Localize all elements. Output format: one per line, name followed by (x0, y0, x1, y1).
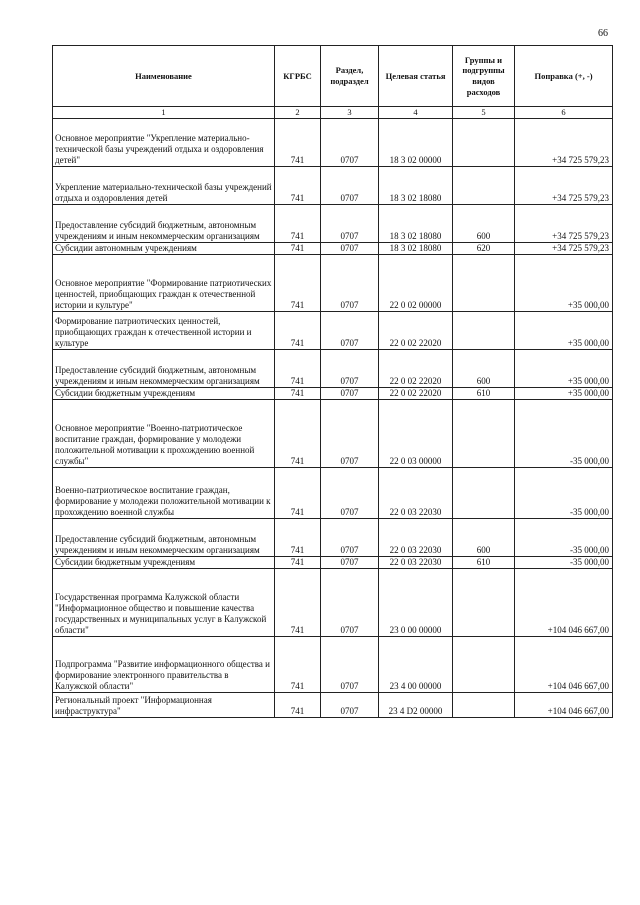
table-row (53, 312, 613, 350)
row-name: Основное мероприятие "Военно-патриотическое воспитание граждан, формирование у молодежи положительной мотивации к прохождению военной службы" (53, 400, 275, 468)
table-row (53, 205, 613, 243)
row-kgrbs: 741 (275, 519, 321, 557)
column-number: 1 (53, 107, 275, 119)
row-name: Государственная программа Калужской области "Информационное общество и повышение качества государственных и муниципальных услуг в Калужской области" (53, 569, 275, 637)
row-group (453, 119, 515, 167)
header-target: Целевая статья (379, 46, 453, 107)
row-section: 0707 (321, 569, 379, 637)
row-kgrbs: 741 (275, 350, 321, 388)
row-kgrbs: 741 (275, 637, 321, 693)
column-number: 2 (275, 107, 321, 119)
row-target: 18 3 02 18080 (379, 205, 453, 243)
table-row (53, 519, 613, 557)
table-row (53, 388, 613, 400)
row-name: Формирование патриотических ценностей, приобщающих граждан к отечественной истории и культуре (53, 312, 275, 350)
table-row (53, 350, 613, 388)
row-group (453, 637, 515, 693)
row-amount: -35 000,00 (515, 400, 613, 468)
row-name: Предоставление субсидий бюджетным, автономным учреждениям и иным некоммерческим организациям (53, 205, 275, 243)
row-group (453, 569, 515, 637)
table-row (53, 693, 613, 718)
row-group (453, 468, 515, 519)
row-kgrbs: 741 (275, 205, 321, 243)
row-amount: +34 725 579,23 (515, 243, 613, 255)
row-amount: +104 046 667,00 (515, 569, 613, 637)
row-amount: -35 000,00 (515, 519, 613, 557)
row-kgrbs: 741 (275, 569, 321, 637)
row-amount: +35 000,00 (515, 350, 613, 388)
row-kgrbs: 741 (275, 119, 321, 167)
row-target: 22 0 02 22020 (379, 388, 453, 400)
row-name: Предоставление субсидий бюджетным, автономным учреждениям и иным некоммерческим организациям (53, 350, 275, 388)
row-group: 620 (453, 243, 515, 255)
table-row (53, 243, 613, 255)
row-section: 0707 (321, 400, 379, 468)
row-target: 22 0 02 22020 (379, 350, 453, 388)
row-target: 23 4 00 00000 (379, 637, 453, 693)
row-kgrbs: 741 (275, 167, 321, 205)
row-name: Субсидии бюджетным учреждениям (53, 557, 275, 569)
row-section: 0707 (321, 468, 379, 519)
row-group (453, 693, 515, 718)
row-kgrbs: 741 (275, 388, 321, 400)
row-target: 22 0 03 22030 (379, 557, 453, 569)
row-kgrbs: 741 (275, 312, 321, 350)
row-kgrbs: 741 (275, 693, 321, 718)
row-amount: -35 000,00 (515, 468, 613, 519)
page-number: 66 (598, 28, 608, 39)
row-name: Субсидии автономным учреждениям (53, 243, 275, 255)
row-section: 0707 (321, 205, 379, 243)
column-numbers-row (53, 107, 613, 119)
row-group (453, 312, 515, 350)
row-section: 0707 (321, 557, 379, 569)
column-number: 4 (379, 107, 453, 119)
column-number: 5 (453, 107, 515, 119)
row-group: 600 (453, 205, 515, 243)
budget-table (52, 45, 613, 718)
row-section: 0707 (321, 255, 379, 312)
row-kgrbs: 741 (275, 468, 321, 519)
header-name: Наименование (53, 46, 275, 107)
row-kgrbs: 741 (275, 557, 321, 569)
row-kgrbs: 741 (275, 243, 321, 255)
row-target: 18 3 02 00000 (379, 119, 453, 167)
row-kgrbs: 741 (275, 400, 321, 468)
table-row (53, 637, 613, 693)
row-name: Субсидии бюджетным учреждениям (53, 388, 275, 400)
row-section: 0707 (321, 388, 379, 400)
table-row (53, 167, 613, 205)
row-section: 0707 (321, 167, 379, 205)
header-kgrbs: КГРБС (275, 46, 321, 107)
row-group: 600 (453, 519, 515, 557)
row-target: 18 3 02 18080 (379, 243, 453, 255)
row-amount: +34 725 579,23 (515, 167, 613, 205)
row-target: 22 0 03 22030 (379, 468, 453, 519)
row-amount: +35 000,00 (515, 312, 613, 350)
header-group: Группы и подгруппы видов расходов (453, 46, 515, 107)
column-number: 6 (515, 107, 613, 119)
row-amount: +104 046 667,00 (515, 693, 613, 718)
row-group (453, 400, 515, 468)
row-section: 0707 (321, 693, 379, 718)
row-group: 610 (453, 557, 515, 569)
table-row (53, 468, 613, 519)
row-section: 0707 (321, 519, 379, 557)
row-target: 23 0 00 00000 (379, 569, 453, 637)
table-row (53, 119, 613, 167)
header-section: Раздел, подраздел (321, 46, 379, 107)
row-amount: +34 725 579,23 (515, 205, 613, 243)
row-amount: +34 725 579,23 (515, 119, 613, 167)
header-row (53, 46, 613, 107)
row-name: Региональный проект "Информационная инфраструктура" (53, 693, 275, 718)
row-group: 610 (453, 388, 515, 400)
table-row (53, 557, 613, 569)
row-amount: -35 000,00 (515, 557, 613, 569)
table-row (53, 400, 613, 468)
row-name: Военно-патриотическое воспитание граждан, формирование у молодежи положительной мотивации к прохождению военной службы (53, 468, 275, 519)
row-target: 22 0 03 00000 (379, 400, 453, 468)
table-row (53, 255, 613, 312)
row-amount: +35 000,00 (515, 255, 613, 312)
row-name: Подпрограмма "Развитие информационного общества и формирование электронного правительства в Калужской области" (53, 637, 275, 693)
column-number: 3 (321, 107, 379, 119)
row-target: 18 3 02 18080 (379, 167, 453, 205)
row-name: Основное мероприятие "Укрепление материально-технической базы учреждений отдыха и оздоровления детей" (53, 119, 275, 167)
row-name: Предоставление субсидий бюджетным, автономным учреждениям и иным некоммерческим организациям (53, 519, 275, 557)
row-group (453, 167, 515, 205)
row-name: Основное мероприятие "Формирование патриотических ценностей, приобщающих граждан к отечественной истории и культуре" (53, 255, 275, 312)
row-section: 0707 (321, 243, 379, 255)
row-amount: +104 046 667,00 (515, 637, 613, 693)
row-section: 0707 (321, 637, 379, 693)
row-section: 0707 (321, 312, 379, 350)
header-amount: Поправка (+, -) (515, 46, 613, 107)
row-target: 22 0 03 22030 (379, 519, 453, 557)
row-group (453, 255, 515, 312)
row-section: 0707 (321, 119, 379, 167)
table-row (53, 569, 613, 637)
row-amount: +35 000,00 (515, 388, 613, 400)
row-section: 0707 (321, 350, 379, 388)
row-kgrbs: 741 (275, 255, 321, 312)
row-name: Укрепление материально-технической базы учреждений отдыха и оздоровления детей (53, 167, 275, 205)
row-target: 23 4 D2 00000 (379, 693, 453, 718)
row-target: 22 0 02 00000 (379, 255, 453, 312)
row-target: 22 0 02 22020 (379, 312, 453, 350)
row-group: 600 (453, 350, 515, 388)
